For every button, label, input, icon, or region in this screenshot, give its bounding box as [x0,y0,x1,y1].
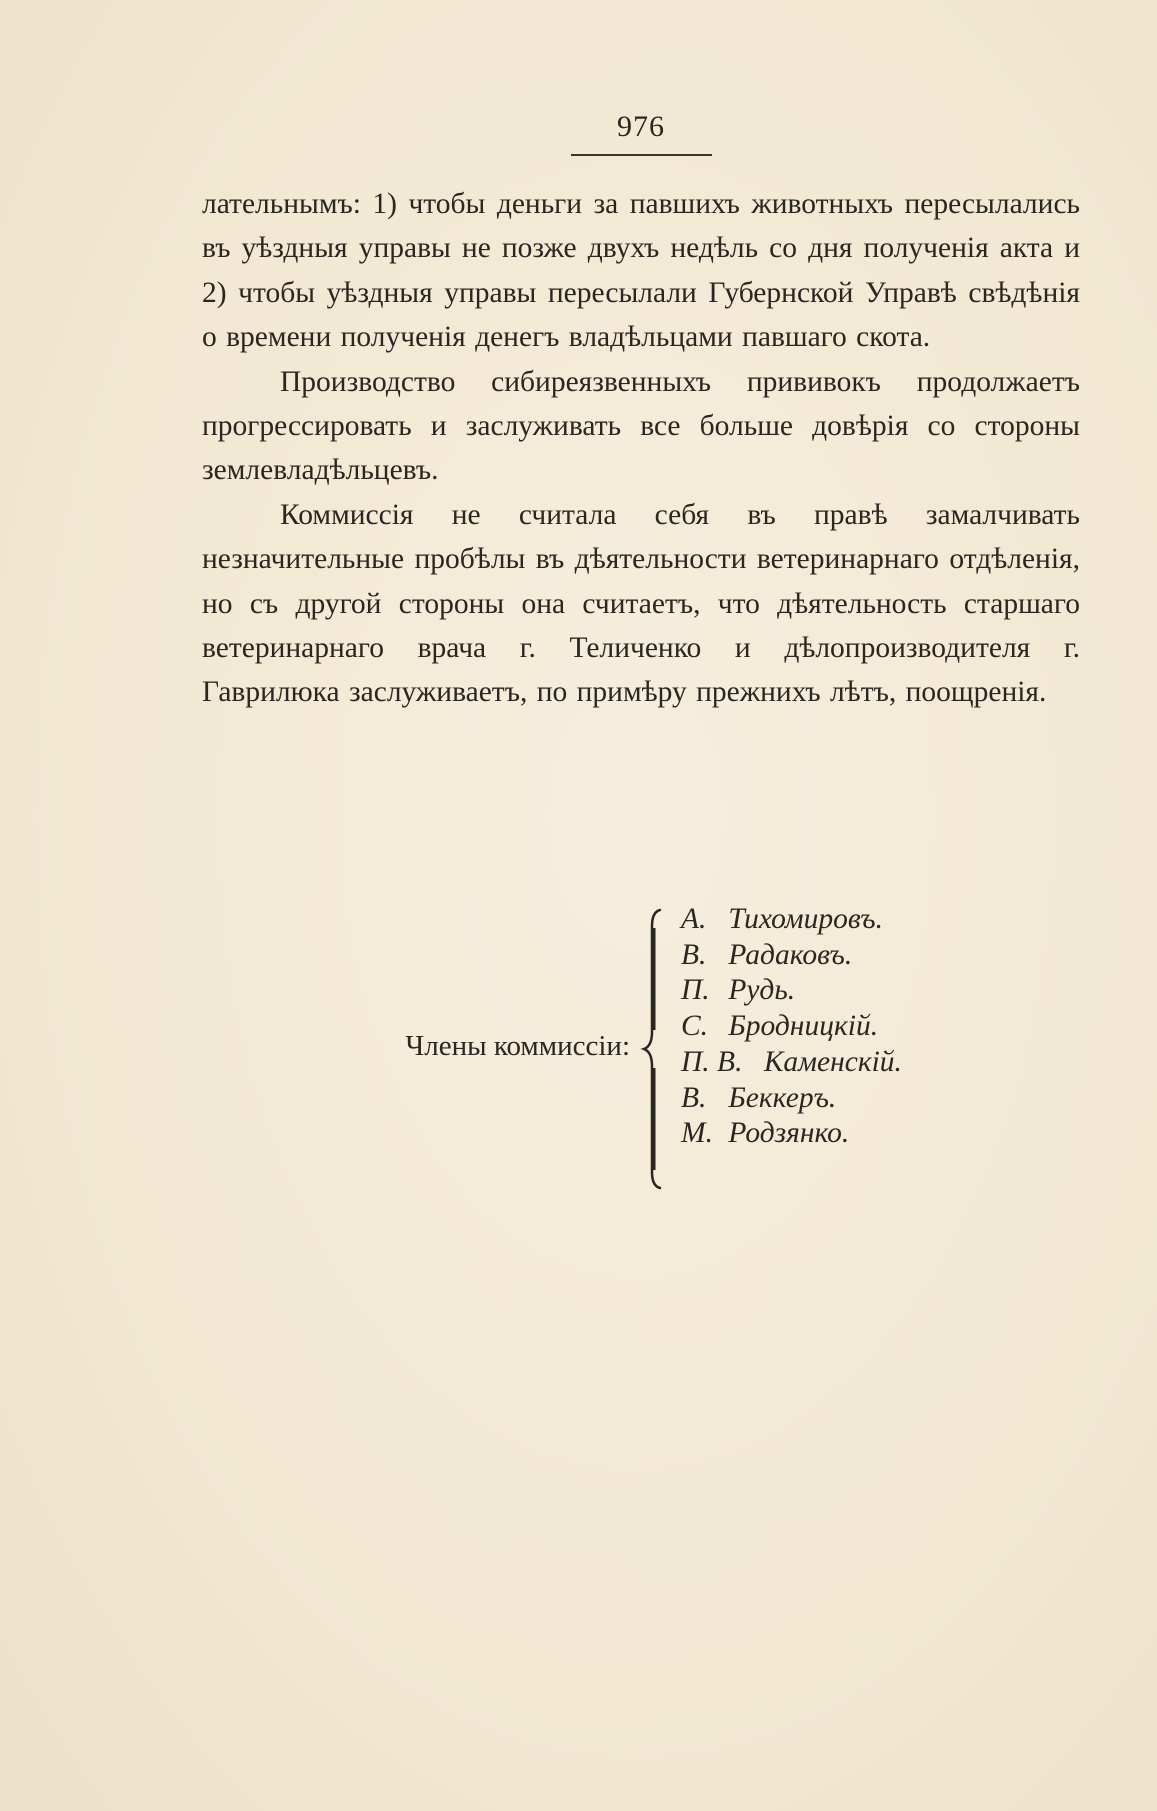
signature-initials: П. [681,974,710,1007]
body-text [202,182,1080,715]
signature-surname: Родзянко. [728,1117,850,1150]
signature-brace [640,908,668,1190]
page-number: 976 [617,110,665,143]
signature-surname: Рудь. [728,974,796,1007]
signature-item [681,902,902,938]
signature-list [681,902,902,1152]
signature-item [681,938,902,974]
signature-surname: Беккеръ. [728,1081,837,1114]
signature-initials: П. В. [681,1045,743,1078]
signature-surname: Тихомировъ. [728,903,883,935]
paragraph-continuation: лательнымъ: 1) чтобы деньги за павшихъ животныхъ пересылались въ уѣздныя управы не позже двухъ недѣль со дня полученія акта и 2) чтобы уѣздныя управы пересылали Губернской Управѣ свѣдѣнія о времени полученія денегъ владѣльцами павшаго скота. [202,188,1080,354]
commission-members-label: Члены коммиссіи: [405,1030,630,1062]
signature-item [681,1081,902,1117]
paragraph-vaccinations: Производство сибиреязвенныхъ прививокъ продолжаетъ прогрессировать и заслуживать все больше довѣрія со стороны землевладѣльцевъ. [202,365,1080,487]
signature-item [681,1045,902,1081]
signature-initials: В. [681,1081,707,1114]
signature-item [681,1009,902,1045]
signature-surname: Бродницкій. [728,1010,879,1043]
signature-initials: В. [681,938,707,971]
signature-initials: С. [681,1010,709,1043]
signature-surname: Каменскій. [763,1045,902,1078]
signature-initials: М. [681,1117,713,1150]
signature-item [681,973,902,1009]
signature-item [681,1116,902,1152]
signature-initials: А. [681,903,707,935]
page-number-rule [571,154,712,156]
signature-surname: Радаковъ. [728,938,853,971]
paragraph-commission: Коммиссія не считала себя въ правѣ замалчивать незначительные пробѣлы въ дѣятельности ветеринарнаго отдѣленія, но съ другой стороны она считаетъ, что дѣятельность старшаго ветеринарнаго врача г. Теличенко и дѣлопроизводителя г. Гаврилюка заслуживаетъ, по примѣру прежнихъ лѣтъ, поощренія. [202,498,1080,709]
